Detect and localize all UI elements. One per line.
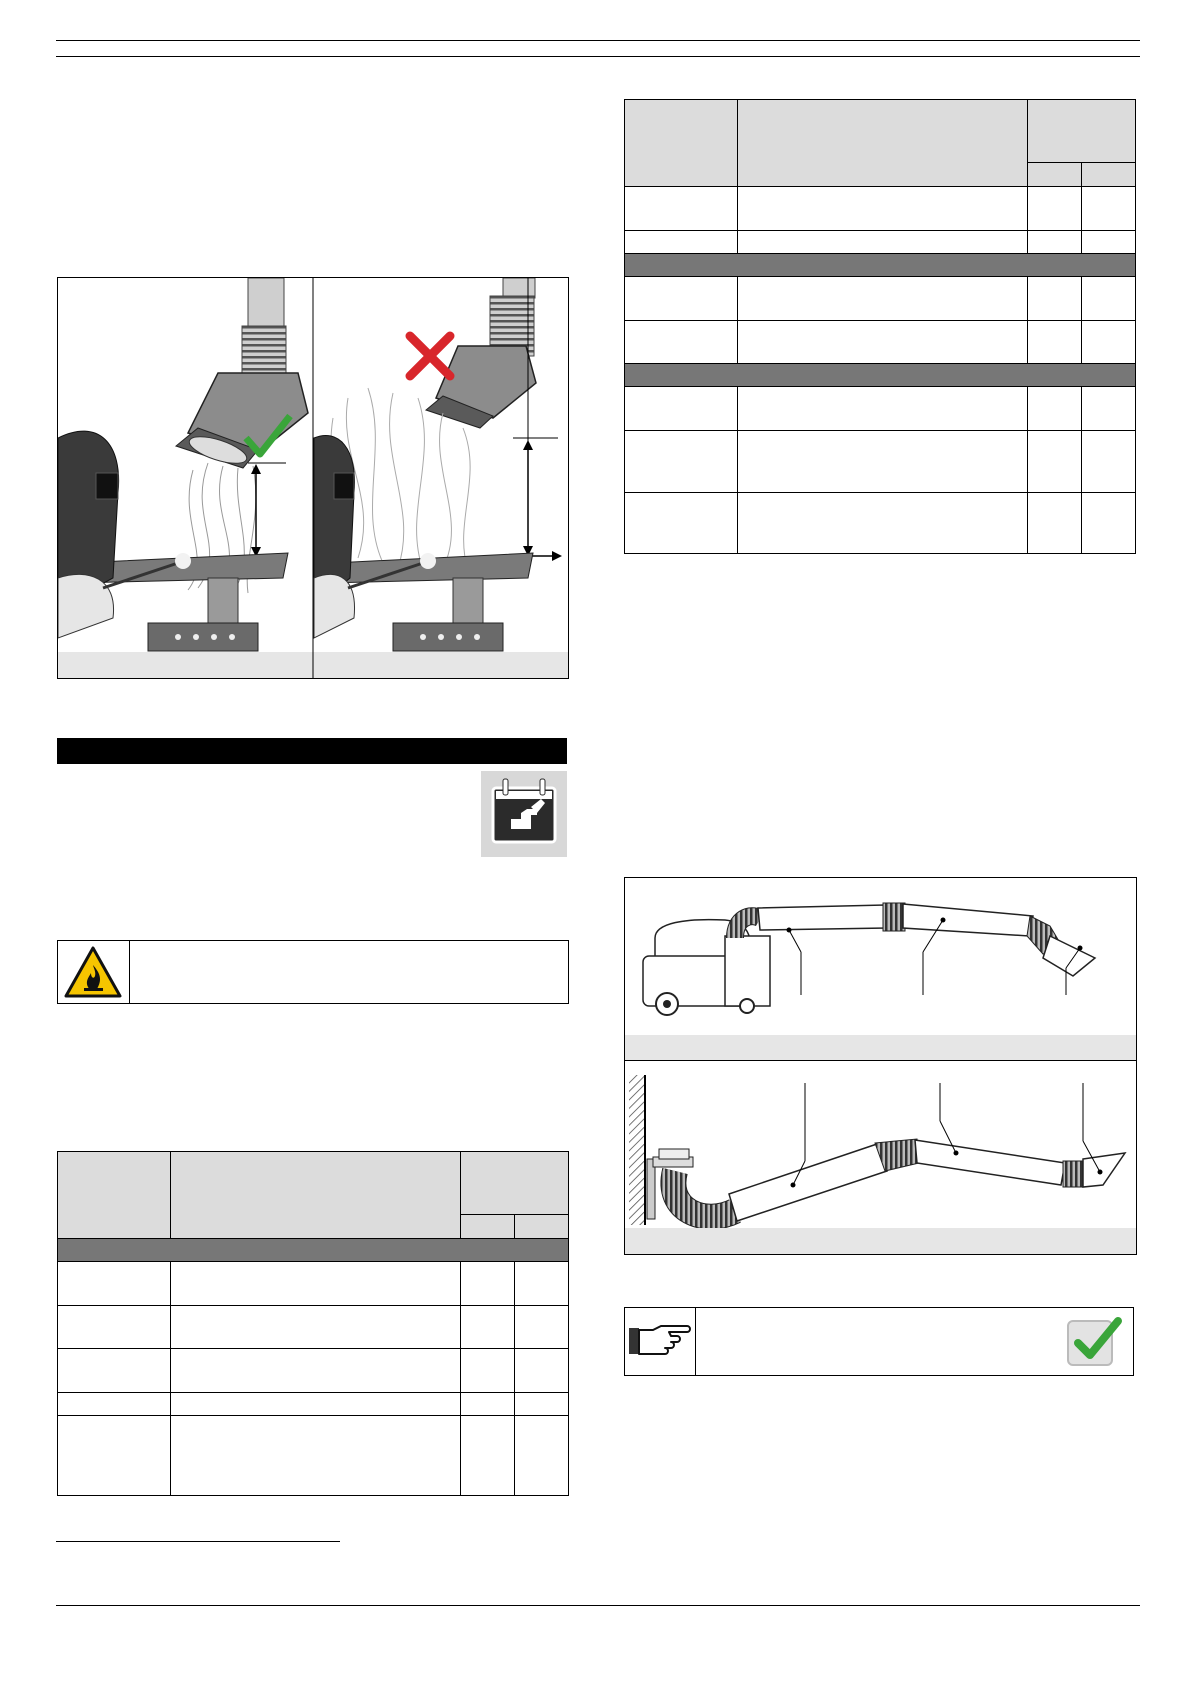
cross-mark-icon	[410, 336, 450, 376]
header-rule-top	[56, 40, 1140, 41]
wall-arm-figure	[624, 1060, 1137, 1255]
table-header-cell	[738, 100, 1028, 187]
maintenance-calendar-icon	[481, 771, 567, 857]
hand-note	[624, 1307, 1134, 1376]
pointing-hand-icon	[625, 1308, 695, 1375]
table-header-cell	[1028, 163, 1082, 187]
pointing-hand-icon-cell	[625, 1308, 696, 1375]
top-right-spec-table	[624, 99, 1136, 554]
fire-warning-note	[57, 940, 569, 1004]
table-row	[625, 231, 1136, 254]
footnote-rule	[56, 1541, 340, 1542]
mobile-unit-figure	[624, 877, 1137, 1062]
table-row	[625, 493, 1136, 554]
maintenance-section-bar	[57, 738, 567, 764]
table-row	[58, 1349, 569, 1393]
table-row	[58, 1416, 569, 1496]
table-header-cell	[58, 1152, 171, 1239]
table-row	[625, 321, 1136, 364]
table-row	[625, 431, 1136, 493]
table-row	[625, 187, 1136, 231]
table-header-cell	[625, 100, 738, 187]
table-row	[58, 1306, 569, 1349]
table-header-cell	[461, 1215, 515, 1239]
table-header-row	[625, 100, 1136, 163]
table-row	[625, 277, 1136, 321]
table-row	[625, 387, 1136, 431]
table-header-cell	[1082, 163, 1136, 187]
wrong-position-scene	[314, 278, 562, 651]
table-section-row	[58, 1239, 569, 1262]
table-header-cell	[171, 1152, 461, 1239]
hood-position-illustration	[58, 278, 568, 678]
mobile-unit-illustration	[625, 878, 1136, 1061]
table-row	[58, 1393, 569, 1416]
table-header-cell	[1028, 100, 1136, 163]
table-header-row	[58, 1152, 569, 1215]
table-section-row	[625, 364, 1136, 387]
table-section-row	[625, 254, 1136, 277]
table-header-cell	[461, 1152, 569, 1215]
wall-arm-illustration	[625, 1061, 1136, 1254]
check-confirm-icon	[1066, 1311, 1124, 1369]
hood-position-figure	[57, 277, 569, 679]
footer-rule	[56, 1605, 1140, 1606]
table-header-cell	[515, 1215, 569, 1239]
bottom-left-spec-table	[57, 1151, 569, 1496]
fire-warning-icon	[58, 941, 129, 1003]
fire-warning-icon-cell	[58, 941, 130, 1003]
header-rule-bottom	[56, 56, 1140, 57]
correct-position-scene	[58, 278, 308, 651]
table-row	[58, 1262, 569, 1306]
